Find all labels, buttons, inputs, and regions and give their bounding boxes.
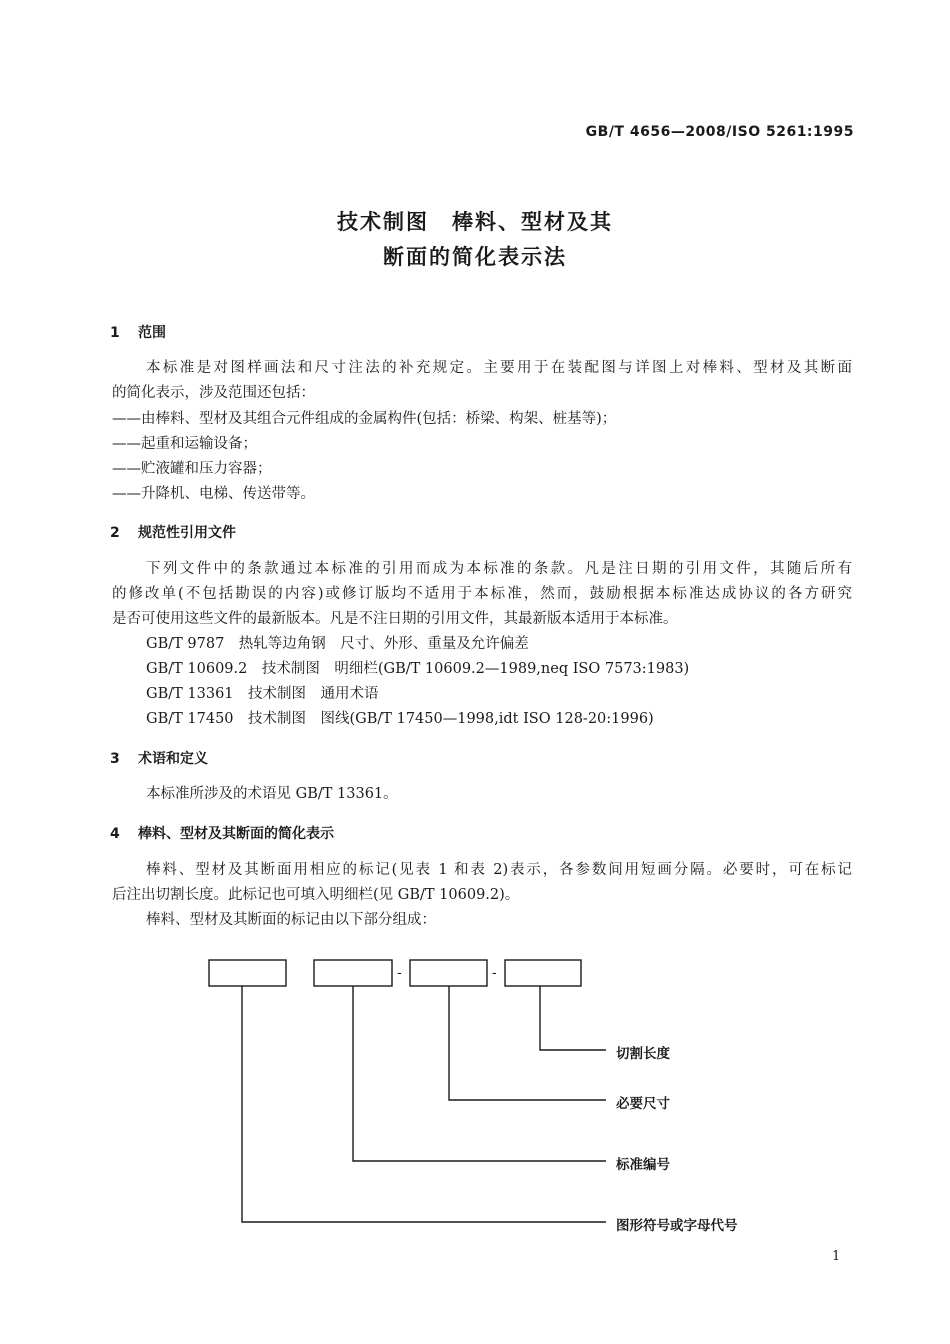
standard-number: GB/T 4656—2008/ISO 5261:1995 [585, 124, 854, 140]
title-line-2: 断面的简化表示法 [383, 245, 567, 269]
section-title: 范围 [138, 325, 166, 341]
section-number: 4 [110, 826, 120, 842]
reference-item: GB/T 17450 技术制图 图线(GB/T 17450—1998,idt ISO 128-20:1996) [146, 711, 654, 727]
s1-para-line-1: 本标准是对图样画法和尺寸注法的补充规定。主要用于在装配图与详图上对棒料、型材及其断面 [146, 360, 852, 376]
page-number: 1 [832, 1249, 841, 1264]
s1-para-line-2: 的简化表示，涉及范围还包括： [112, 385, 315, 401]
s1-list-item: ——贮液罐和压力容器； [112, 461, 272, 477]
s4-para-line-3: 棒料、型材及其断面的标记由以下部分组成： [146, 912, 436, 928]
callout-standard-number: 标准编号 [616, 1157, 670, 1173]
box-cutting-length [505, 960, 581, 986]
leader-line-required-dimensions [449, 986, 606, 1100]
section-number: 3 [110, 751, 120, 767]
s2-para-line-3: 是否可使用这些文件的最新版本。凡是不注日期的引用文件，其最新版本适用于本标准。 [112, 611, 678, 627]
separator-dash: - [492, 966, 497, 981]
callout-graphic-symbol: 图形符号或字母代号 [616, 1218, 738, 1234]
section-title: 术语和定义 [138, 751, 208, 767]
leader-line-cutting-length [540, 986, 606, 1050]
s1-list-item: ——起重和运输设备； [112, 436, 257, 452]
s4-para-line-2: 后注出切割长度。此标记也可填入明细栏(见 GB/T 10609.2)。 [112, 887, 520, 903]
s2-para-line-1: 下列文件中的条款通过本标准的引用而成为本标准的条款。凡是注日期的引用文件，其随后所有 [146, 561, 852, 577]
s4-para-line-1: 棒料、型材及其断面用相应的标记(见表 1 和表 2)表示，各参数间用短画分隔。必要时，可在标记 [146, 862, 852, 878]
section-title: 规范性引用文件 [138, 525, 236, 541]
s2-para-line-2: 的修改单(不包括勘误的内容)或修订版均不适用于本标准，然而，鼓励根据本标准达成协议的各方研究 [112, 586, 852, 602]
s1-list-item: ——由棒料、型材及其组合元件组成的金属构件(包括：桥梁、构架、桩基等)； [112, 411, 617, 427]
s3-para: 本标准所涉及的术语见 GB/T 13361。 [146, 786, 398, 802]
box-required-dimensions [410, 960, 487, 986]
reference-item: GB/T 10609.2 技术制图 明细栏(GB/T 10609.2—1989,neq ISO 7573:1983) [146, 661, 690, 677]
callout-cutting-length: 切割长度 [616, 1046, 670, 1062]
box-standard-number [314, 960, 392, 986]
leader-line-graphic-symbol [242, 986, 606, 1222]
section-number: 2 [110, 525, 120, 541]
leader-line-standard-number [353, 986, 606, 1161]
separator-dash: - [397, 966, 402, 981]
box-graphic-symbol [209, 960, 286, 986]
title-line-1: 技术制图 棒料、型材及其 [337, 210, 613, 234]
reference-item: GB/T 9787 热轧等边角钢 尺寸、外形、重量及允许偏差 [146, 636, 529, 652]
section-title: 棒料、型材及其断面的简化表示 [138, 826, 334, 842]
reference-item: GB/T 13361 技术制图 通用术语 [146, 686, 379, 702]
s1-list-item: ——升降机、电梯、传送带等。 [112, 486, 315, 502]
section-number: 1 [110, 325, 120, 341]
callout-required-dimensions: 必要尺寸 [616, 1096, 670, 1112]
